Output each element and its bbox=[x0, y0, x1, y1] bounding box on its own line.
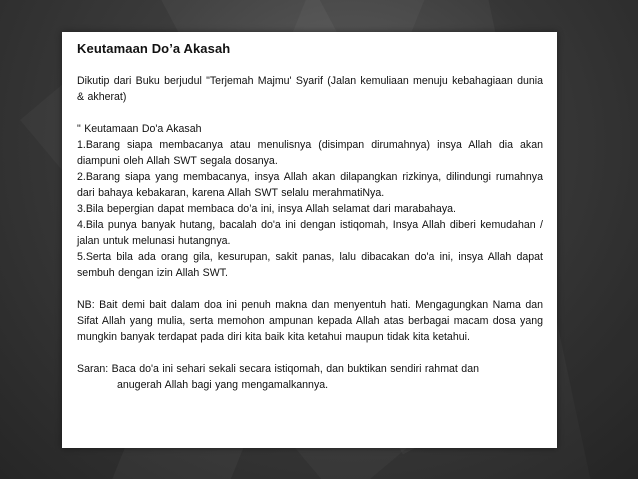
content-panel bbox=[62, 32, 557, 448]
advice-paragraph: Saran: Baca do'a ini sehari sekali secara istiqomah, dan buktikan sendiri rahmat dan bbox=[77, 363, 479, 375]
list-item: 5.Serta bila ada orang gila, kesurupan, sakit panas, lalu dibacakan do'a ini, insya Allah dapat sembuh dengan izin Allah SWT. bbox=[77, 251, 543, 279]
page-title: Keutamaan Do’a Akasah bbox=[77, 41, 231, 56]
advice-continuation: anugerah Allah bagi yang mengamalkannya. bbox=[117, 379, 329, 391]
list-item: 2.Barang siapa yang membacanya, insya Allah akan dilapangkan rizkinya, dilindungi rumahnya dari bahaya kebakaran, karena Allah SWT selalu merahmatiNya. bbox=[77, 171, 543, 199]
spacer bbox=[77, 281, 543, 297]
note-paragraph: NB: Bait demi bait dalam doa ini penuh makna dan menyentuh hati. Mengagungkan Nama dan Sifat Allah yang mulia, serta memohon ampunan kepada Allah atas berbagai macam dosa yang mungkin banyak terdapat pada diri kita baik kita ketahui maupun tidak kita ketahui. bbox=[77, 299, 543, 343]
list-item: 1.Barang siapa membacanya atau menulisnya (disimpan dirumahnya) insya Allah dia akan diampuni oleh Allah SWT segala dosanya. bbox=[77, 139, 543, 167]
source-paragraph: Dikutip dari Buku berjudul "Terjemah Majmu' Syarif (Jalan kemuliaan menuju kebahagiaan dunia & akherat) bbox=[77, 75, 543, 103]
list-item: 3.Bila bepergian dapat membaca do’a ini, insya Allah selamat dari marabahaya. bbox=[77, 203, 456, 215]
spacer bbox=[77, 345, 543, 361]
section-heading: " Keutamaan Do'a Akasah bbox=[77, 123, 202, 135]
list-item: 4.Bila punya banyak hutang, bacalah do'a ini dengan istiqomah, Insya Allah diberi kemudahan / jalan untuk melunasi hutangnya. bbox=[77, 219, 543, 247]
spacer bbox=[77, 105, 543, 121]
